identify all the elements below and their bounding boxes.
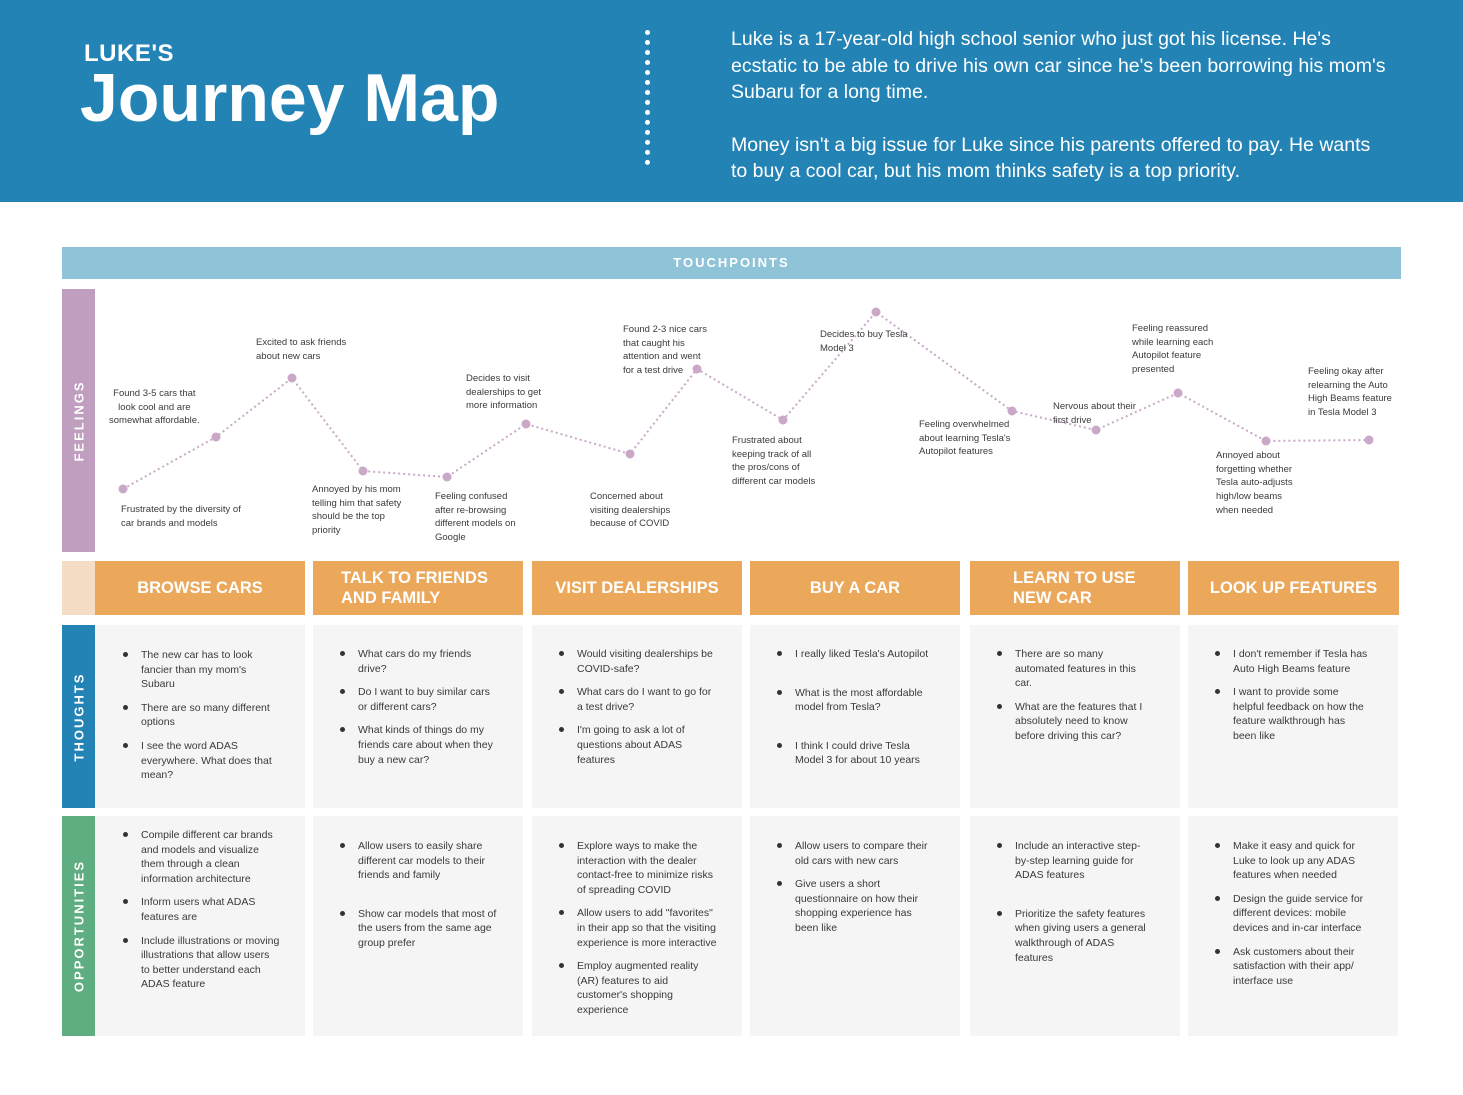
touchpoints-bar: TOUCHPOINTS <box>62 247 1401 279</box>
thought-item: I really liked Tesla's Autopilot <box>775 647 933 662</box>
persona-intro <box>731 26 1391 211</box>
intro-paragraph: Money isn't a big issue for Luke since his parents offered to pay. He wants to buy a cool car, but his mom thinks safety is a top priority. <box>731 133 1371 182</box>
thought-item: I see the word ADAS everywhere. What does that mean? <box>121 739 279 783</box>
feeling-label: Feeling overwhelmed about learning Tesla's Autopilot features <box>919 419 1011 458</box>
feeling-label: Feeling reassured while learning each Autopilot feature presented <box>1132 323 1214 376</box>
opportunity-item: Inform users what ADAS features are <box>121 895 281 924</box>
stage-header: LEARN TO USE NEW CAR <box>970 561 1180 615</box>
feeling-label: Excited to ask friends about new cars <box>256 337 347 362</box>
page-subtitle: LUKE'S <box>84 40 175 67</box>
feeling-label: Found 2-3 nice cars that caught his attention and went for a test drive <box>623 324 707 377</box>
opportunity-item: Allow users to compare their old cars with new cars <box>775 839 935 868</box>
feeling-point <box>1008 407 1017 416</box>
page-title: Journey Map <box>80 60 500 136</box>
opportunity-item: Show car models that most of the users from the same age group prefer <box>338 907 498 951</box>
thought-item: What cars do I want to go for a test drive? <box>557 685 715 714</box>
feeling-point <box>626 450 635 459</box>
feelings-row-label <box>62 289 95 552</box>
thoughts-cell <box>313 625 523 808</box>
thought-item: Would visiting dealerships be COVID-safe? <box>557 647 715 676</box>
feeling-point <box>212 433 221 442</box>
opportunities-cell <box>95 816 305 1036</box>
thought-item: I'm going to ask a lot of questions about ADAS features <box>557 723 715 767</box>
opportunities-cell <box>970 816 1180 1036</box>
feeling-label: Concerned about visiting dealerships because of COVID <box>590 491 671 530</box>
thoughts-cell <box>1188 625 1398 808</box>
thoughts-label-text: THOUGHTS <box>71 672 86 761</box>
feelings-chart <box>95 289 1401 552</box>
opportunity-item: Ask customers about their satisfaction with their app/ interface use <box>1213 945 1373 989</box>
opportunity-item: Compile different car brands and models and visualize them through a clean information architecture <box>121 828 281 886</box>
opportunity-item: Allow users to add "favorites" in their app so that the visiting experience is more interactive <box>557 906 717 950</box>
stage-header: VISIT DEALERSHIPS <box>532 561 742 615</box>
thought-item: There are so many automated features in this car. <box>995 647 1153 691</box>
opportunities-cell <box>532 816 742 1036</box>
thought-item: What is the most affordable model from Tesla? <box>775 686 933 715</box>
feeling-label: Frustrated by the diversity of car brands and models <box>121 504 241 529</box>
opportunities-cell <box>750 816 960 1036</box>
thought-item: I want to provide some helpful feedback on how the feature walkthrough has been like <box>1213 685 1371 743</box>
thoughts-cell <box>970 625 1180 808</box>
stage-header: TALK TO FRIENDS AND FAMILY <box>313 561 523 615</box>
thought-item: What kinds of things do my friends care about when they buy a new car? <box>338 723 496 767</box>
feeling-point <box>1262 437 1271 446</box>
feeling-point <box>872 308 881 317</box>
opportunity-item: Explore ways to make the interaction with the dealer contact-free to minimize risks of spreading COVID <box>557 839 717 897</box>
thought-item: Do I want to buy similar cars or different cars? <box>338 685 496 714</box>
opportunity-item: Design the guide service for different devices: mobile devices and in-car interface <box>1213 892 1373 936</box>
intro-paragraph: Luke is a 17-year-old high school senior who just got his license. He's ecstatic to be able to drive his own car since he's been borrowing his mom's Subaru for a long time. <box>731 28 1386 103</box>
feeling-label: Feeling confused after re-browsing different models on Google <box>435 491 516 544</box>
feeling-point <box>443 473 452 482</box>
feeling-label: Annoyed by his mom telling him that safety should be the top priority <box>312 484 402 537</box>
stage-header: LOOK UP FEATURES <box>1188 561 1399 615</box>
dotted-divider <box>645 30 650 165</box>
feeling-label: Annoyed about forgetting whether Tesla auto-adjusts high/low beams when needed <box>1216 450 1293 516</box>
thought-item: The new car has to look fancier than my mom's Subaru <box>121 648 279 692</box>
feeling-label: Nervous about their first drive <box>1053 401 1136 426</box>
feelings-label-text: FEELINGS <box>71 379 86 462</box>
thought-item: What are the features that I absolutely need to know before driving this car? <box>995 700 1153 744</box>
thoughts-row-label <box>62 625 95 808</box>
feeling-point <box>1365 436 1374 445</box>
feeling-point <box>522 420 531 429</box>
feeling-point <box>1174 389 1183 398</box>
opportunities-cell <box>1188 816 1398 1036</box>
feeling-label: Frustrated about keeping track of all the pros/cons of different car models <box>732 435 816 488</box>
opportunity-item: Include illustrations or moving illustrations that allow users to better understand each ADAS feature <box>121 934 281 992</box>
header-banner <box>0 0 1463 202</box>
opportunities-label-text: OPPORTUNITIES <box>71 859 86 993</box>
thought-item: There are so many different options <box>121 701 279 730</box>
stage-header: BUY A CAR <box>750 561 960 615</box>
feeling-label: Decides to visit dealerships to get more information <box>466 373 541 412</box>
opportunities-cell <box>313 816 523 1036</box>
stage-header: BROWSE CARS <box>95 561 305 615</box>
feeling-label: Found 3-5 cars that look cool and are somewhat affordable. <box>109 388 200 427</box>
thoughts-cell <box>95 625 305 808</box>
feeling-point <box>779 416 788 425</box>
feeling-point <box>119 485 128 494</box>
feeling-point <box>288 374 297 383</box>
opportunity-item: Give users a short questionnaire on how their shopping experience has been like <box>775 877 935 935</box>
feeling-label: Decides to buy Tesla Model 3 <box>820 329 908 354</box>
opportunity-item: Allow users to easily share different car models to their friends and family <box>338 839 498 883</box>
thoughts-cell <box>750 625 960 808</box>
thought-item: I think I could drive Tesla Model 3 for about 10 years <box>775 739 933 768</box>
thought-item: I don't remember if Tesla has Auto High Beams feature <box>1213 647 1371 676</box>
stages-row-marker <box>62 561 95 615</box>
opportunity-item: Employ augmented reality (AR) features to aid customer's shopping experience <box>557 959 717 1017</box>
feeling-point <box>359 467 368 476</box>
opportunities-row-label <box>62 816 95 1036</box>
opportunity-item: Prioritize the safety features when giving users a general walkthrough of ADAS features <box>995 907 1155 965</box>
opportunity-item: Make it easy and quick for Luke to look up any ADAS features when needed <box>1213 839 1373 883</box>
thought-item: What cars do my friends drive? <box>338 647 496 676</box>
thoughts-cell <box>532 625 742 808</box>
feeling-label: Feeling okay after relearning the Auto High Beams feature in Tesla Model 3 <box>1308 366 1392 419</box>
opportunity-item: Include an interactive step-by-step learning guide for ADAS features <box>995 839 1155 883</box>
